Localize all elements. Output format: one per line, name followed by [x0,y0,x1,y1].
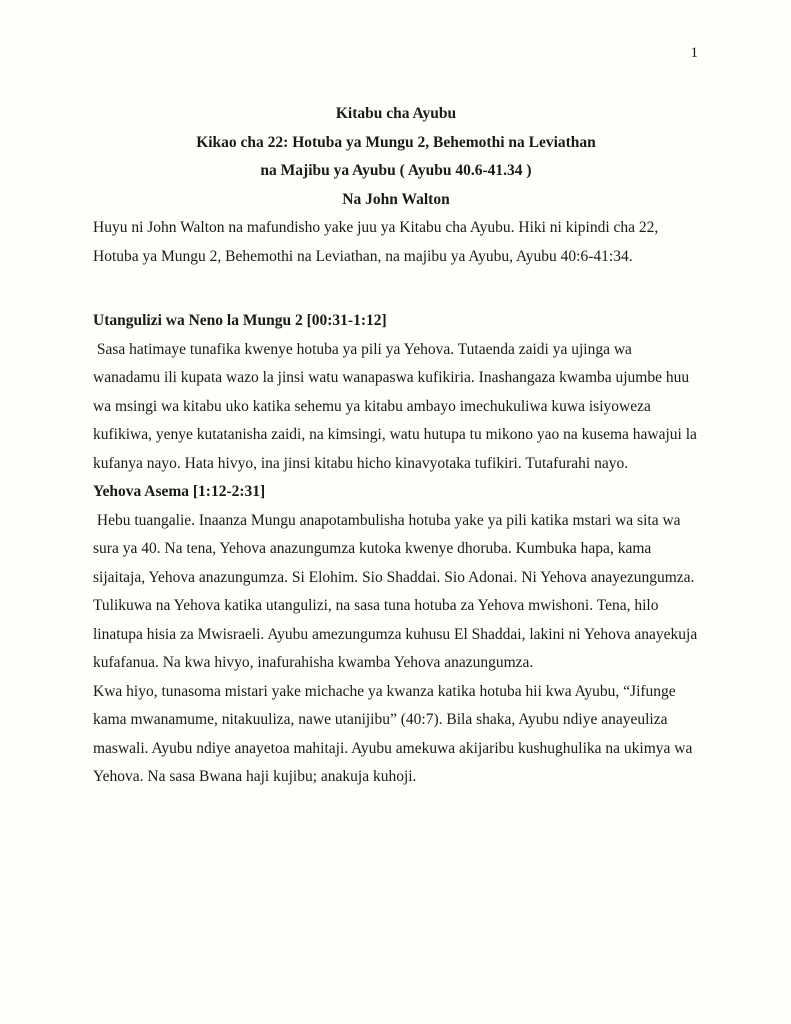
intro-paragraph: Huyu ni John Walton na mafundisho yake juu ya Kitabu cha Ayubu. Hiki ni kipindi cha 22, Hotuba ya Mungu 2, Behemothi na Leviathan, na majibu ya Ayubu, Ayubu 40:6-41:34. [93,219,663,265]
section-heading-yehova-asema: Yehova Asema [1:12-2:31] [93,483,266,500]
document-author: Na John Walton [342,190,450,208]
document-subtitle-reference: na Majibu ya Ayubu ( Ayubu 40.6-41.34 ) [260,162,532,179]
section-paragraph: Sasa hatimaye tunafika kwenye hotuba ya pili ya Yehova. Tutaenda zaidi ya ujinga wa wanadamu ili kupata wazo la jinsi watu wanapaswa kufikiria. Inashangaza kwamba ujumbe huu wa msingi wa kitabu uko katika sehemu ya kitabu ambayo imechukuliwa kuwa isiyoweza kufikiwa, yenye kutatanisha zaidi, na kimsingi, watu hutupa tu mikono yao na kusema hawajui la kufanya nayo. Hata hivyo, ina jinsi kitabu hicho kinavyotaka tufikiri. Tutafurahi nayo. [93,340,701,472]
section-heading-utangulizi: Utangulizi wa Neno la Mungu 2 [00:31-1:12] [93,312,387,329]
document-content [93,100,702,792]
page-number: 1 [690,45,698,61]
section-paragraph: Kwa hiyo, tunasoma mistari yake michache ya kwanza katika hotuba hii kwa Ayubu, “Jifunge kama mwanamume, nitakuuliza, nawe utanijibu” (40:7). Bila shaka, Ayubu ndiye anayeuliza maswali. Ayubu ndiye anayetoa mahitaji. Ayubu amekuwa akijaribu kushughulika na ukimya wa Yehova. Na sasa Bwana haji kujibu; anakuja kuhoji. [93,682,696,785]
document-subtitle-session: Kikao cha 22: Hotuba ya Mungu 2, Behemothi na Leviathan [196,133,596,151]
document-title: Kitabu cha Ayubu [335,105,457,122]
section-paragraph: Hebu tuangalie. Inaanza Mungu anapotambulisha hotuba yake ya pili katika mstari wa sita wa sura ya 40. Na tena, Yehova anazungumza kutoka kwenye dhoruba. Kumbuka hapa, kama sijaitaja, Yehova anazungumza. Si Elohim. Sio Shaddai. Sio Adonai. Ni Yehova anayezungumza. Tulikuwa na Yehova katika utangulizi, na sasa tuna hotuba za Yehova mwishoni. Tena, hilo linatupa hisia za Mwisraeli. Ayubu amezungumza kuhusu El Shaddai, lakini ni Yehova anayekuja kufafanua. Na kwa hivyo, inafurahisha kwamba Yehova anazungumza. [93,511,702,671]
